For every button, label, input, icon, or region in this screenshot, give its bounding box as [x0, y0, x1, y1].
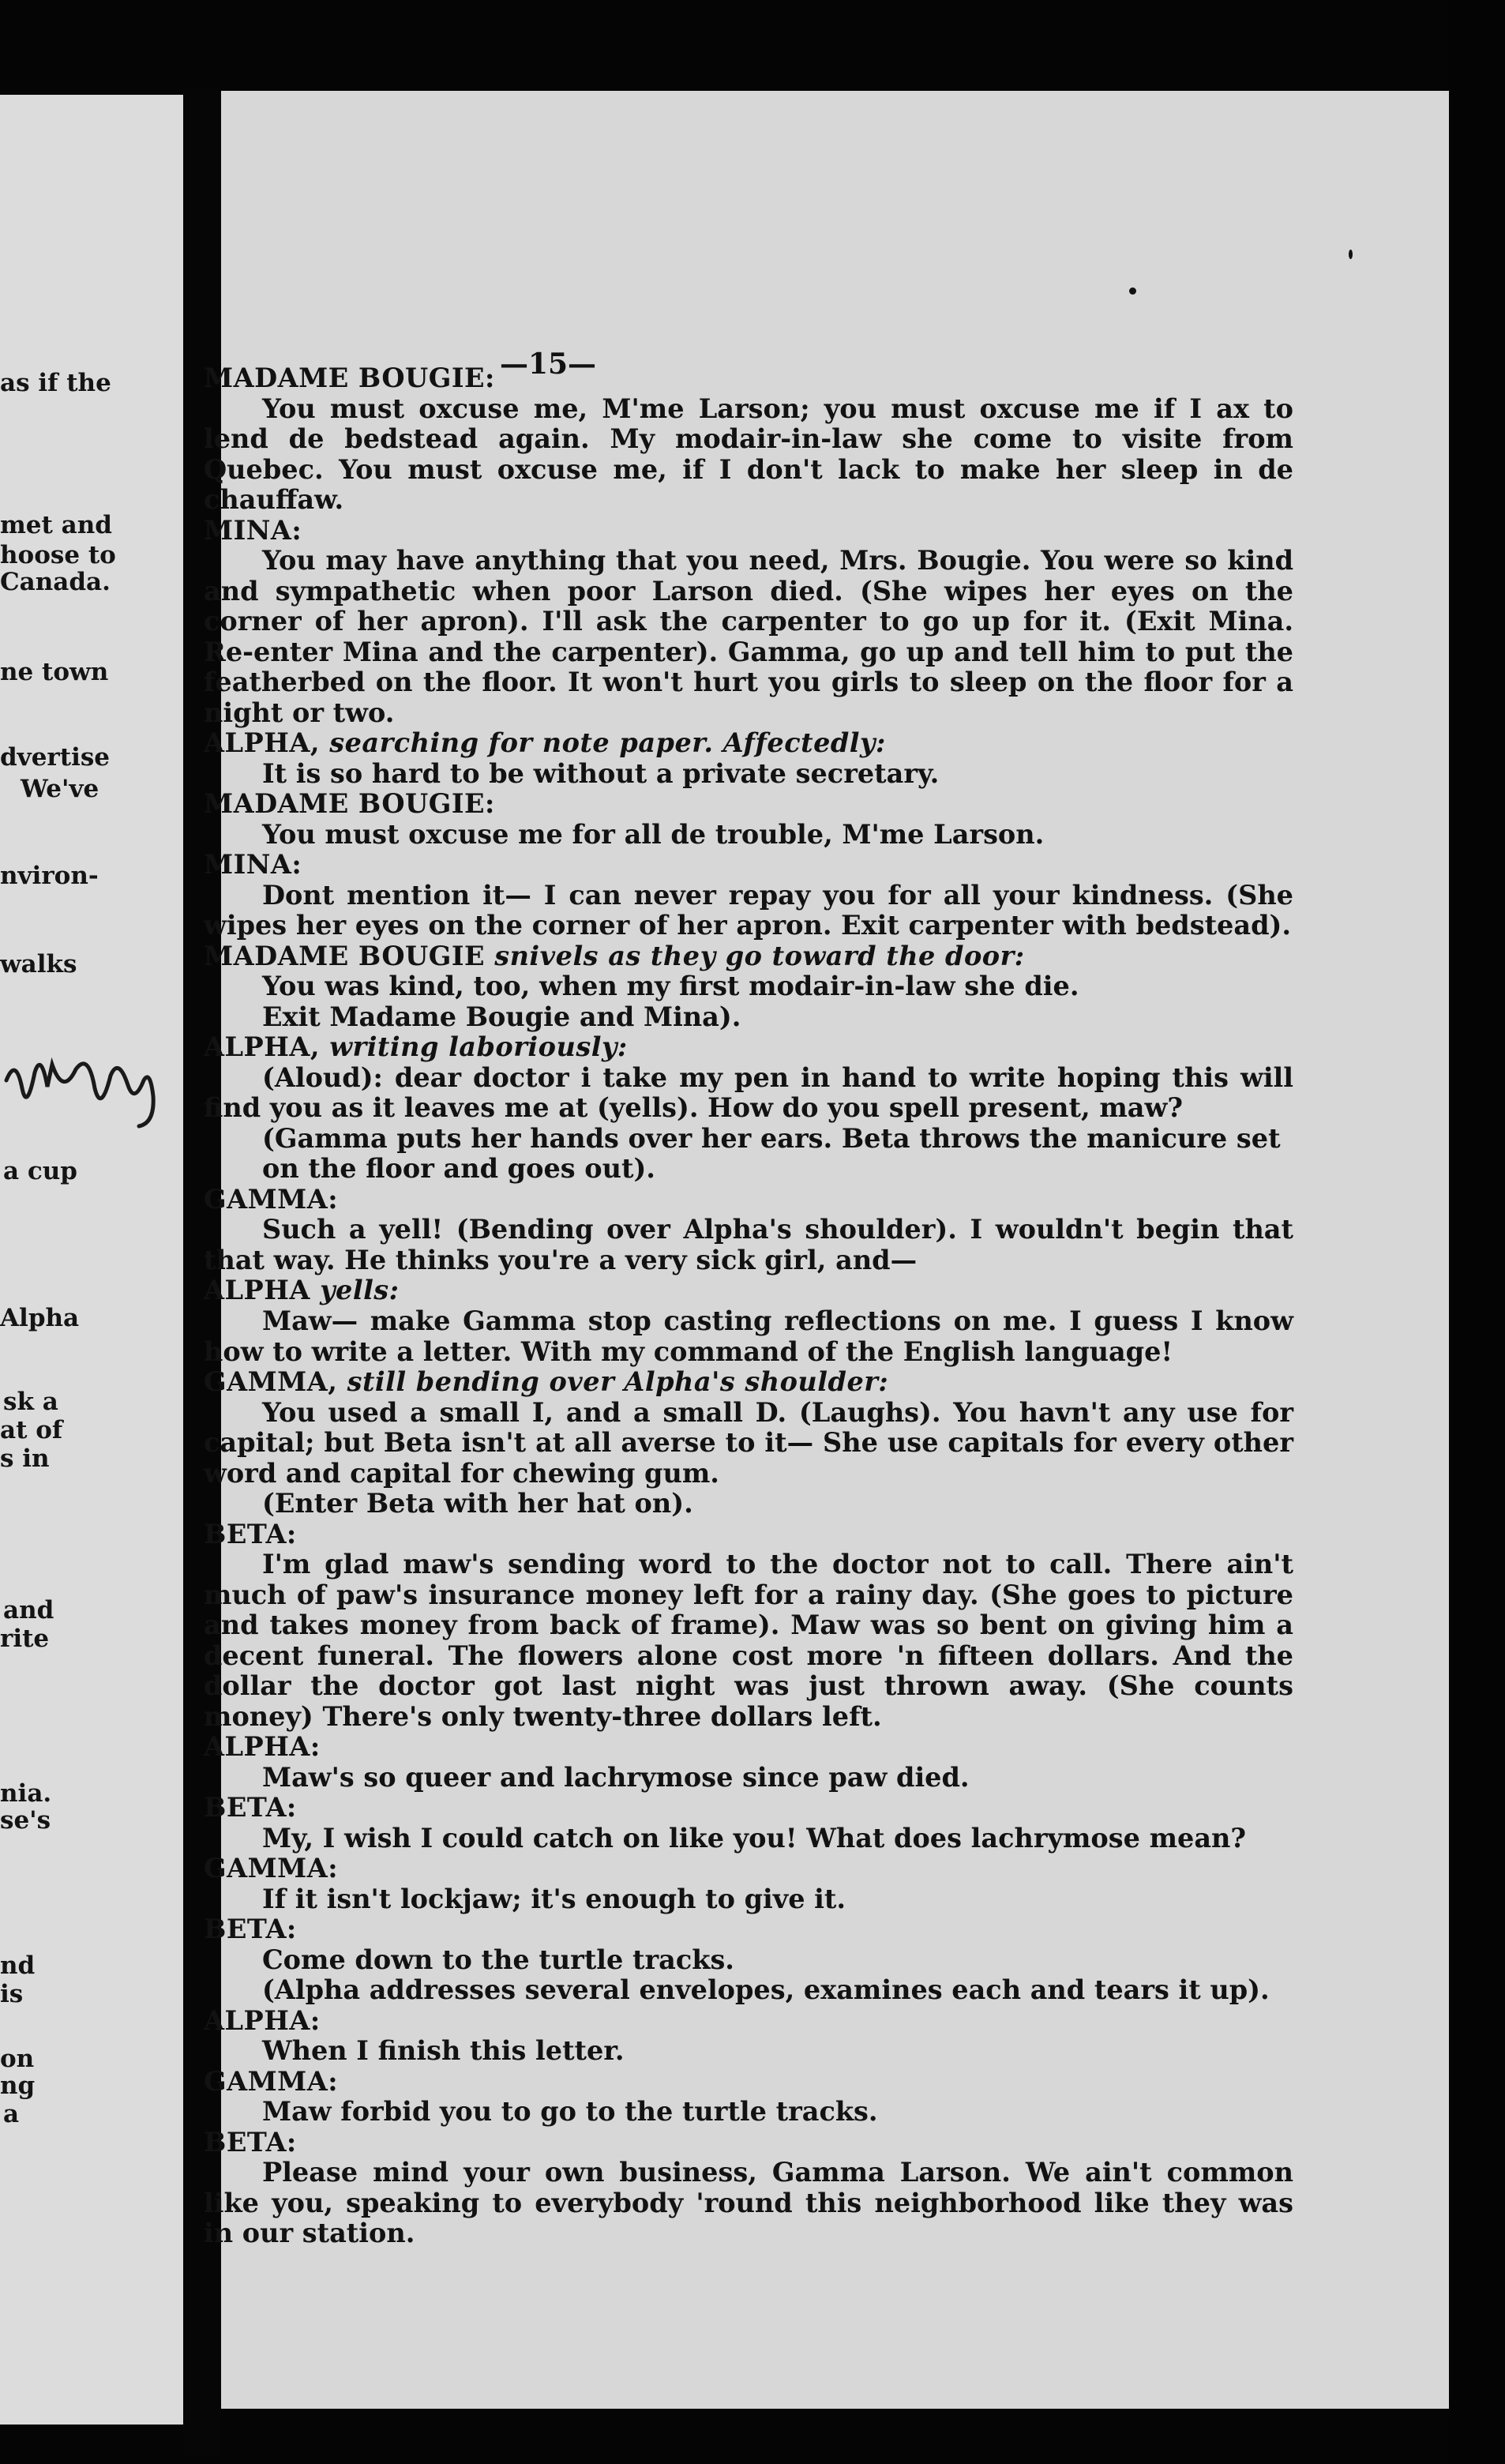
dialogue-paragraph: Dont mention it— I can never repay you for all your kindness. (She wipes her eyes on the corner of her apron. Exit carpenter with bedstead). [204, 879, 1293, 941]
stage-note: (Enter Beta with her hat on). [262, 1488, 693, 1519]
speaker-heading [204, 2128, 1293, 2158]
speaker-name: BETA: [204, 2126, 297, 2158]
speaker-heading [204, 1275, 1293, 1306]
scan-border [1449, 0, 1505, 2464]
dialogue-paragraph: Such a yell! (Bending over Alpha's shoulder). I wouldn't begin that that way. He thinks you're a very sick girl, and— [204, 1214, 1293, 1275]
dialogue-paragraph: It is so hard to be without a private secretary. [262, 757, 940, 789]
speaker-heading [204, 1032, 1293, 1063]
stage-direction: yells: [320, 1275, 400, 1306]
speaker-name: GAMMA, [204, 1366, 338, 1398]
left-page-fragment: rite [0, 1625, 50, 1653]
dialogue-paragraph: Maw forbid you to go to the turtle tracks. [262, 2096, 878, 2128]
speaker-name: ALPHA: [204, 2004, 321, 2036]
speaker-heading [204, 516, 1293, 547]
dialogue-paragraph: You must oxcuse me, M'me Larson; you must oxcuse me if I ax to lend de bedstead again. My modair-in-law she come to visite from Quebec. You must oxcuse me, if I don't lack to make her sleep in de chauffaw. [204, 393, 1293, 516]
left-page-fragment: met and [0, 511, 112, 539]
left-page-fragment: sk a [3, 1388, 58, 1416]
dialogue-paragraph: Please mind your own business, Gamma Larson. We ain't common like you, speaking to everybody 'round this neighborhood like they was in our station. [204, 2157, 1293, 2249]
left-page-fragment: at of [0, 1416, 63, 1444]
left-page-fragment: nia. [0, 1779, 52, 1808]
speaker-heading [204, 941, 1293, 972]
speaker-heading [204, 1519, 1293, 1550]
speaker-name: BETA: [204, 1792, 297, 1824]
dialogue-paragraph: You was kind, too, when my first modair-in-law she die. [262, 971, 1079, 1002]
speaker-heading [204, 1185, 1293, 1215]
left-page-fragment: a cup [3, 1157, 77, 1185]
left-page-fragment: Canada. [0, 568, 111, 596]
stage-direction: searching for note paper. Affectedly: [329, 727, 886, 759]
speaker-name: MADAME BOUGIE: [204, 362, 495, 393]
speaker-name: MADAME BOUGIE [204, 940, 486, 971]
left-page-fragment: We've [21, 775, 99, 803]
speaker-heading [204, 1854, 1293, 1884]
stage-direction: snivels as they go toward the door: [494, 940, 1025, 971]
ink-speck [1129, 287, 1136, 295]
speaker-heading [204, 2067, 1293, 2098]
left-page-fragment: walks [0, 950, 77, 978]
dialogue-paragraph: Maw— make Gamma stop casting reflections on me. I guess I know how to write a letter. With my command of the English language! [204, 1305, 1293, 1367]
left-page-fragment: nd [0, 1951, 36, 1980]
dialogue-paragraph: My, I wish I could catch on like you! What does lachrymose mean? [262, 1822, 1247, 1854]
left-page-fragment: ne town [0, 658, 109, 686]
left-page-fragment: hoose to [0, 541, 116, 569]
speaker-heading [204, 1793, 1293, 1824]
page-number: —15— [499, 347, 597, 381]
speaker-name: MINA: [204, 849, 302, 881]
speaker-heading [204, 1367, 1293, 1398]
speaker-name: GAMMA: [204, 1853, 339, 1884]
speaker-heading [204, 728, 1293, 759]
dialogue-paragraph: You used a small I, and a small D. (Laughs). You havn't any use for capital; but Beta isn't at all averse to it— She use capitals for every other word and capital for chewing gum. [204, 1396, 1293, 1489]
page-body [204, 363, 1293, 2249]
speaker-heading [204, 789, 1293, 820]
dialogue-paragraph: When I finish this letter. [262, 2035, 625, 2067]
left-page-fragment: dvertise [0, 743, 111, 772]
stage-note: (Gamma puts her hands over her ears. Beta throws the manicure set on the floor and goes out). [262, 1122, 1281, 1185]
speaker-name: BETA: [204, 1518, 297, 1549]
left-page-fragment: ng [0, 2071, 36, 2100]
dialogue-paragraph: (Aloud): dear doctor i take my pen in hand to write hoping this will find you as it leaves me at (yells). How do you spell present, maw? [204, 1061, 1293, 1124]
left-page-fragment: a [3, 2100, 20, 2128]
speaker-heading [204, 850, 1293, 881]
speaker-heading [204, 2006, 1293, 2037]
stage-note: Exit Madame Bougie and Mina). [262, 1001, 741, 1032]
speaker-name: ALPHA: [204, 1731, 321, 1763]
handwritten-scribble [0, 1041, 158, 1136]
dialogue-paragraph: If it isn't lockjaw; it's enough to give it. [262, 1883, 846, 1914]
left-page-fragment: as if the [0, 369, 111, 397]
dialogue-paragraph: I'm glad maw's sending word to the doctor not to call. There ain't much of paw's insurance money left for a rainy day. (She goes to picture and takes money from back of frame). Maw was so bent on giving him a decent funeral. The flowers alone cost more 'n fifteen dollars. And the dollar the doctor got last night was just thrown away. (She counts money) There's only twenty-three dollars left. [204, 1549, 1293, 1732]
stage-note: (Alpha addresses several envelopes, examines each and tears it up). [262, 1974, 1270, 2006]
stage-direction: still bending over Alpha's shoulder: [347, 1366, 889, 1398]
left-page-fragment: Alpha [0, 1304, 80, 1332]
dialogue-paragraph: Come down to the turtle tracks. [262, 1944, 734, 1975]
stage-direction: writing laboriously: [329, 1031, 628, 1063]
speaker-heading [204, 1914, 1293, 1945]
speaker-name: GAMMA: [204, 1183, 339, 1215]
left-page-fragment: is [0, 1980, 24, 2008]
ink-speck [1349, 250, 1353, 259]
speaker-name: ALPHA [204, 1275, 310, 1306]
speaker-name: BETA: [204, 1914, 297, 1945]
speaker-name: ALPHA, [204, 727, 321, 759]
left-page-fragment: se's [0, 1806, 51, 1835]
speaker-heading [204, 363, 1293, 394]
left-page-fragment: on [0, 2045, 35, 2073]
dialogue-paragraph: You may have anything that you need, Mrs. Bougie. You were so kind and sympathetic when poor Larson died. (She wipes her eyes on the corner of her apron). I'll ask the carpenter to go up for it. (Exit Mina. Re-enter Mina and the carpenter). Gamma, go up and tell him to put the featherbed on the floor. It won't hurt you girls to sleep on the floor for a night or two. [204, 545, 1293, 728]
dialogue-paragraph: Maw's so queer and lachrymose since paw died. [262, 1761, 970, 1793]
dialogue-paragraph: You must oxcuse me for all de trouble, M'me Larson. [262, 818, 1045, 850]
speaker-name: ALPHA, [204, 1031, 321, 1063]
left-page-fragment: nviron- [0, 862, 99, 890]
left-page-fragment: and [3, 1596, 54, 1625]
speaker-heading [204, 1732, 1293, 1763]
speaker-name: MINA: [204, 514, 302, 546]
speaker-name: MADAME BOUGIE: [204, 788, 495, 820]
speaker-name: GAMMA: [204, 2065, 339, 2097]
left-page-fragment: s in [0, 1444, 50, 1473]
